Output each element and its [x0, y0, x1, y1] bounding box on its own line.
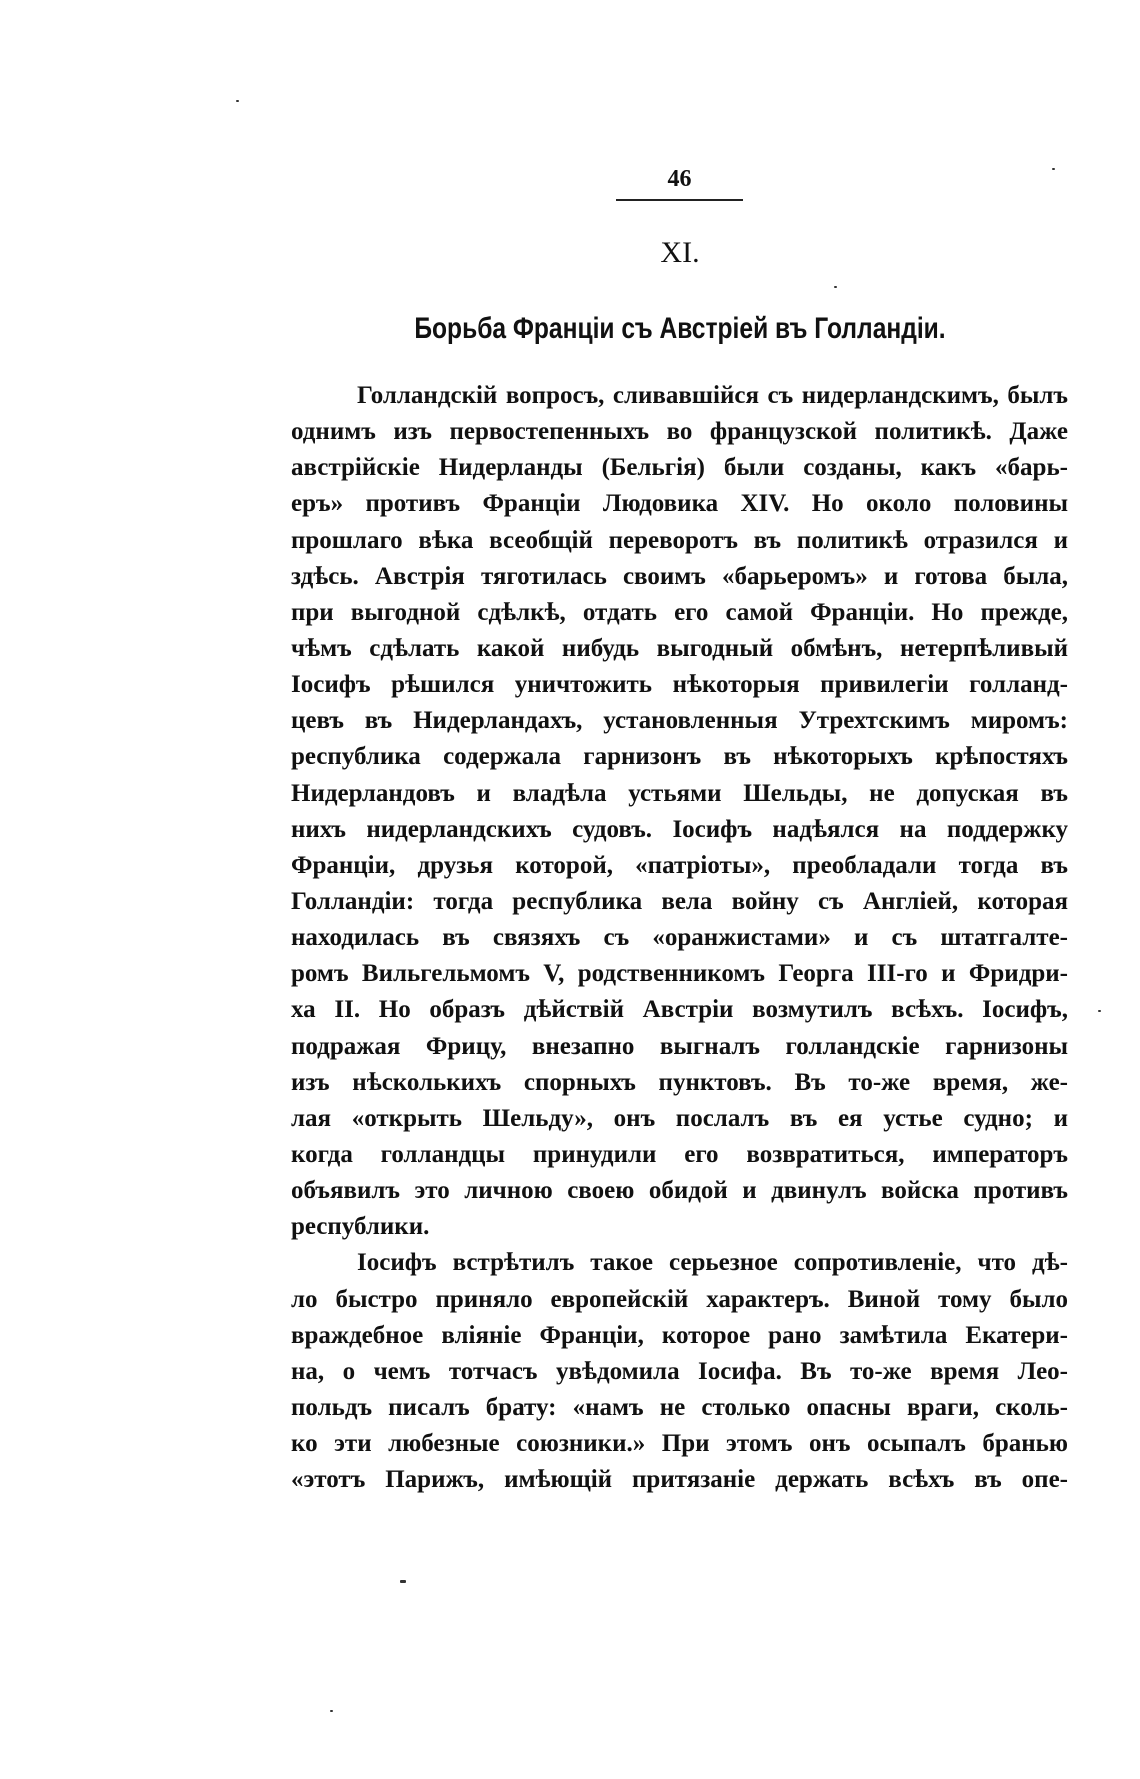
text-line: «этотъ Парижъ, имѣющій притязаніе держать всѣхъ въ опе-	[291, 1466, 1068, 1494]
text-line: нихъ нидерландскихъ судовъ. Іосифъ надѣялся на поддержку	[291, 815, 1068, 843]
header-rule	[616, 199, 743, 201]
text-line: однимъ изъ первостепенныхъ во французской политикѣ. Даже	[291, 418, 1068, 446]
text-line: изъ нѣсколькихъ спорныхъ пунктовъ. Въ то-же время, же-	[291, 1068, 1068, 1096]
text-line: ха II. Но образъ дѣйствій Австріи возмутилъ всѣхъ. Іосифъ,	[291, 996, 1068, 1024]
text-line: враждебное вліяніе Франціи, которое рано замѣтила Екатери-	[291, 1321, 1068, 1349]
text-line: подражая Фрицу, внезапно выгналъ голландскіе гарнизоны	[291, 1032, 1068, 1060]
text-line: Франціи, друзья которой, «патріоты», преобладали тогда въ	[291, 851, 1068, 879]
chapter-number: XI.	[660, 236, 700, 269]
text-line: когда голландцы принудили его возвратиться, императоръ	[291, 1140, 1068, 1168]
text-line: еръ» противъ Франціи Людовика XIV. Но около половины	[291, 490, 1068, 518]
text-line: при выгодной сдѣлкѣ, отдать его самой Франціи. Но прежде,	[291, 598, 1068, 626]
body-text	[291, 378, 1068, 1498]
text-line: республики.	[291, 1213, 430, 1241]
text-line: Голландскій вопросъ, сливавшійся съ нидерландскимъ, былъ	[357, 382, 1068, 409]
text-line: республика содержала гарнизонъ въ нѣкоторыхъ крѣпостяхъ	[291, 743, 1068, 771]
scan-speck	[236, 100, 239, 102]
text-line: Іосифъ рѣшился уничтожить нѣкоторыя привилегіи голланд-	[291, 671, 1068, 699]
text-line: польдъ писалъ брату: «намъ не столько опасны враги, сколь-	[291, 1393, 1068, 1421]
text-line: австрійскіе Нидерланды (Бельгія) были созданы, какъ «барь-	[291, 454, 1068, 482]
text-line: чѣмъ сдѣлать какой нибудь выгодный обмѣнъ, нетерпѣливый	[291, 634, 1068, 662]
scan-speck	[330, 1710, 333, 1712]
scan-speck	[400, 1580, 406, 1583]
text-line: на, о чемъ тотчасъ увѣдомила Іосифа. Въ то-же время Лео-	[291, 1357, 1068, 1385]
text-line: ко эти любезные союзники.» При этомъ онъ осыпалъ бранью	[291, 1430, 1068, 1458]
text-line: Голландіи: тогда республика вела войну съ Англіей, которая	[291, 887, 1068, 915]
text-line: ло быстро приняло европейскій характеръ. Виной тому было	[291, 1285, 1068, 1313]
text-line: Іосифъ встрѣтилъ такое серьезное сопротивленіе, что дѣ-	[357, 1249, 1068, 1277]
text-line: объявилъ это личною своею обидой и двинулъ войска противъ	[291, 1177, 1068, 1205]
text-line: находилась въ связяхъ съ «оранжистами» и съ штатгалте-	[291, 924, 1068, 952]
scan-speck	[1098, 1010, 1101, 1012]
text-line: Нидерландовъ и владѣла устьями Шельды, не допуская въ	[291, 779, 1068, 807]
scan-speck	[834, 286, 837, 288]
page-number: 46	[667, 166, 692, 192]
text-line: лая «открыть Шельду», онъ послалъ въ ея устье судно; и	[291, 1104, 1068, 1132]
scan-speck	[1052, 168, 1055, 170]
text-line: прошлаго вѣка всеобщій переворотъ въ политикѣ отразился и	[291, 526, 1068, 554]
text-line: цевъ въ Нидерландахъ, установленныя Утрехтскимъ миромъ:	[291, 707, 1068, 735]
chapter-title: Борьба Франціи съ Австріей въ Голландіи.	[414, 312, 946, 345]
text-line: здѣсь. Австрія тяготилась своимъ «барьеромъ» и готова была,	[291, 562, 1068, 590]
text-line: ромъ Вильгельмомъ V, родственникомъ Георга III-го и Фридри-	[291, 960, 1068, 988]
